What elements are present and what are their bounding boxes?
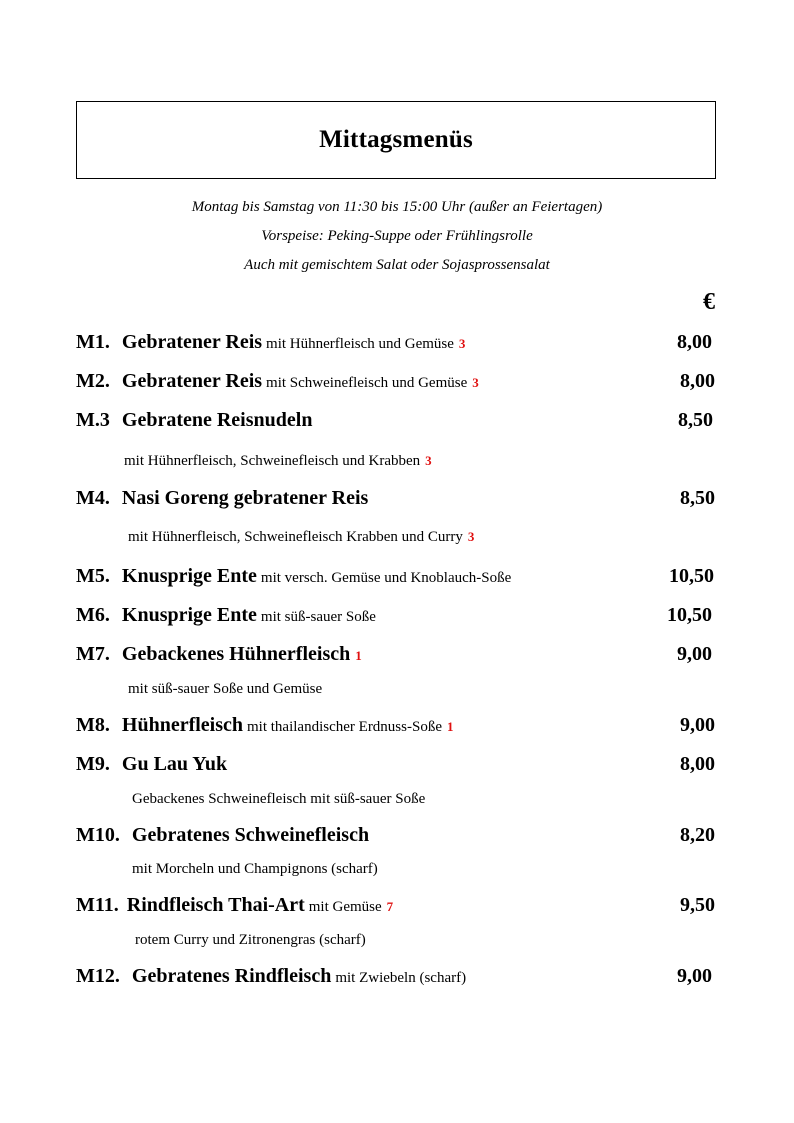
item-name: Gebratener Reis [121, 331, 263, 353]
menu-item [76, 714, 453, 737]
item-description: mit versch. Gemüse und Knoblauch-Soße [260, 570, 512, 586]
item-price: 10,50 [669, 565, 714, 587]
menu-item [76, 643, 362, 666]
item-name: Hühnerfleisch [121, 714, 244, 736]
item-code: M7. [76, 643, 110, 665]
intro-hours: Montag bis Samstag von 11:30 bis 15:00 Uhr (außer an Feiertagen) [191, 199, 603, 215]
allergen-mark: 3 [425, 453, 432, 468]
menu-item [76, 409, 312, 432]
item-price: 9,50 [680, 894, 715, 916]
item-price: 8,00 [677, 331, 712, 353]
allergen-mark: 7 [386, 899, 394, 914]
item-code: M9. [76, 753, 110, 775]
title-box [76, 101, 716, 179]
item-description: mit Schweinefleisch und Gemüse [266, 375, 468, 391]
item-price: 8,50 [680, 487, 715, 509]
item-price: 8,20 [680, 824, 715, 846]
item-subdescription: Gebackenes Schweinefleisch mit süß-sauer Soße [132, 791, 426, 807]
item-subdescription: mit Hühnerfleisch, Schweinefleisch Krabben und Curry 3 [128, 529, 475, 545]
intro-salad: Auch mit gemischtem Salat oder Sojasprossensalat [244, 257, 550, 273]
item-code: M4. [76, 487, 110, 509]
item-price: 8,50 [678, 409, 713, 431]
item-description: mit Gemüse [308, 899, 382, 915]
menu-item [76, 331, 465, 354]
item-code: M8. [76, 714, 110, 736]
allergen-mark: 3 [458, 336, 466, 351]
menu-item [76, 965, 466, 988]
item-code: M6. [76, 604, 110, 626]
page-title: Mittagsmenüs [319, 126, 473, 153]
menu-item [76, 824, 369, 847]
item-name: Rindfleisch Thai-Art [126, 894, 305, 916]
item-code: M11. [76, 894, 119, 916]
item-price: 9,00 [677, 643, 712, 665]
currency-symbol: € [703, 289, 715, 315]
menu-item [76, 370, 479, 393]
item-name: Knusprige Ente [121, 604, 257, 626]
item-code: M5. [76, 565, 110, 587]
item-code: M2. [76, 370, 110, 392]
item-price: 9,00 [680, 714, 715, 736]
allergen-mark: 3 [467, 529, 475, 544]
item-description: mit Zwiebeln (scharf) [335, 970, 467, 986]
menu-item [76, 487, 368, 510]
item-description: mit Hühnerfleisch und Gemüse [266, 336, 454, 352]
item-price: 9,00 [677, 965, 712, 987]
item-name: Gu Lau Yuk [121, 753, 228, 775]
item-price: 8,00 [680, 753, 715, 775]
item-name: Gebackenes Hühnerfleisch [121, 643, 351, 665]
item-subdescription: mit süß-sauer Soße und Gemüse [128, 681, 323, 697]
item-description: mit süß-sauer Soße [260, 609, 376, 625]
item-name: Gebratenes Schweinefleisch [131, 824, 370, 846]
menu-item [76, 604, 376, 627]
item-description: mit thailandischer Erdnuss-Soße [247, 719, 442, 735]
item-code: M.3 [76, 409, 110, 431]
item-code: M1. [76, 331, 110, 353]
menu-item [76, 894, 393, 917]
allergen-mark: 1 [446, 719, 454, 734]
item-subdescription: mit Morcheln und Champignons (scharf) [132, 861, 378, 877]
item-subdescription: mit Hühnerfleisch, Schweinefleisch und Krabben 3 [124, 453, 432, 469]
menu-item [76, 565, 511, 588]
menu-item [76, 753, 227, 776]
item-name: Gebratenes Rindfleisch [131, 965, 332, 987]
item-price: 10,50 [667, 604, 712, 626]
item-name: Nasi Goreng gebratener Reis [121, 487, 369, 509]
item-name: Knusprige Ente [121, 565, 257, 587]
item-code: M10. [76, 824, 120, 846]
item-subdescription: rotem Curry und Zitronengras (scharf) [135, 932, 366, 948]
item-name: Gebratener Reis [121, 370, 263, 392]
item-price: 8,00 [680, 370, 715, 392]
intro-starter: Vorspeise: Peking-Suppe oder Frühlingsrolle [261, 228, 533, 244]
item-name: Gebratene Reisnudeln [121, 409, 313, 431]
item-code: M12. [76, 965, 120, 987]
allergen-mark: 3 [472, 375, 479, 390]
allergen-mark: 1 [355, 648, 362, 663]
